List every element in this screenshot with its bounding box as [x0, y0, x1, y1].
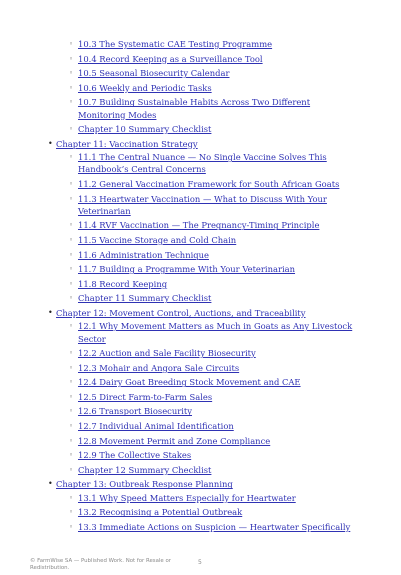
toc-item — [0, 376, 401, 388]
toc-item — [0, 263, 401, 275]
page-number: 5 — [198, 559, 202, 566]
toc-link[interactable]: Chapter 10 Summary Checklist — [78, 124, 212, 135]
toc-link[interactable]: 10.4 Record Keeping as a Surveillance Tool — [78, 53, 263, 64]
toc-link[interactable]: 11.1 The Central Nuance — No Single Vaccine Solves This Handbook’s Central Concerns — [78, 152, 327, 175]
toc-link[interactable]: 10.7 Building Sustainable Habits Across Two Different Monitoring Modes — [78, 97, 311, 120]
toc-item — [0, 178, 401, 190]
toc-item — [0, 249, 401, 261]
toc-item — [0, 449, 401, 461]
toc-link[interactable]: 11.6 Administration Technique — [78, 249, 209, 260]
toc-link[interactable]: 12.4 Dairy Goat Breeding Stock Movement and CAE — [78, 377, 301, 388]
toc-link[interactable]: 11.7 Building a Programme With Your Veterinarian — [78, 264, 296, 275]
toc-link[interactable]: 11.4 RVF Vaccination — The Pregnancy-Timing Principle — [78, 220, 320, 231]
toc-link[interactable]: Chapter 12 Summary Checklist — [78, 464, 212, 475]
toc-item — [0, 391, 401, 403]
toc-link[interactable]: 12.2 Auction and Sale Facility Biosecurity — [78, 348, 256, 359]
toc-item — [0, 320, 401, 344]
toc-chapter-12 — [0, 307, 401, 319]
toc-link[interactable]: Chapter 11 Summary Checklist — [78, 293, 212, 304]
toc-link[interactable]: 13.3 Immediate Actions on Suspicion — Heartwater Specifically — [78, 522, 351, 533]
toc-link[interactable]: 11.5 Vaccine Storage and Cold Chain — [78, 234, 237, 245]
toc-link[interactable]: 12.8 Movement Permit and Zone Compliance — [78, 435, 271, 446]
toc-item — [0, 405, 401, 417]
toc-item — [0, 278, 401, 290]
toc-link[interactable]: 12.7 Individual Animal Identification — [78, 421, 234, 432]
toc-item — [0, 362, 401, 374]
toc-link[interactable]: 12.3 Mohair and Angora Sale Circuits — [78, 362, 240, 373]
toc-chapter-13 — [0, 478, 401, 490]
toc-item — [0, 151, 401, 175]
toc-link[interactable]: 10.3 The Systematic CAE Testing Programme — [78, 39, 273, 49]
toc-item — [0, 492, 401, 504]
toc-chapter-11 — [0, 138, 401, 150]
toc-item — [0, 219, 401, 231]
toc-item — [0, 123, 401, 135]
toc-chapter-link[interactable]: Chapter 11: Vaccination Strategy — [56, 138, 198, 149]
toc-link[interactable]: 12.6 Transport Biosecurity — [78, 406, 193, 417]
toc-item — [0, 347, 401, 359]
toc-item — [0, 96, 401, 120]
toc-link[interactable]: 13.2 Recognising a Potential Outbreak — [78, 507, 243, 518]
toc-item — [0, 234, 401, 246]
toc-chapter-link[interactable]: Chapter 12: Movement Control, Auctions, and Traceability — [56, 307, 306, 318]
toc-item — [0, 82, 401, 94]
toc-link[interactable]: 13.1 Why Speed Matters Especially for Heartwater — [78, 492, 296, 503]
toc-item — [0, 521, 401, 533]
toc-link[interactable]: 12.1 Why Movement Matters as Much in Goats as Any Livestock Sector — [78, 321, 353, 344]
toc-item — [0, 292, 401, 304]
toc-item — [0, 193, 401, 217]
toc-link[interactable]: 12.9 The Collective Stakes — [78, 450, 192, 461]
toc-item — [0, 38, 401, 50]
toc-item — [0, 464, 401, 476]
toc-item — [0, 67, 401, 79]
toc-item — [0, 53, 401, 65]
toc-link[interactable]: 11.2 General Vaccination Framework for South African Goats — [78, 178, 340, 189]
toc-link[interactable]: 11.8 Record Keeping — [78, 278, 168, 289]
toc-item — [0, 506, 401, 518]
toc-head-list — [0, 0, 401, 135]
toc-link[interactable]: 10.5 Seasonal Biosecurity Calendar — [78, 68, 230, 79]
toc-chapter-link[interactable]: Chapter 13: Outbreak Response Planning — [56, 479, 233, 490]
toc-link[interactable]: 12.5 Direct Farm-to-Farm Sales — [78, 391, 213, 402]
toc-item — [0, 420, 401, 432]
footer-legal-notice: © FarmWise SA — Published Work. Not for Resale or Redistribution. — [30, 558, 171, 571]
toc-link[interactable]: 11.3 Heartwater Vaccination — What to Discuss With Your Veterinarian — [78, 193, 327, 216]
toc-link[interactable]: 10.6 Weekly and Periodic Tasks — [78, 82, 212, 93]
toc-chapter-list — [0, 138, 401, 533]
toc-item — [0, 435, 401, 447]
